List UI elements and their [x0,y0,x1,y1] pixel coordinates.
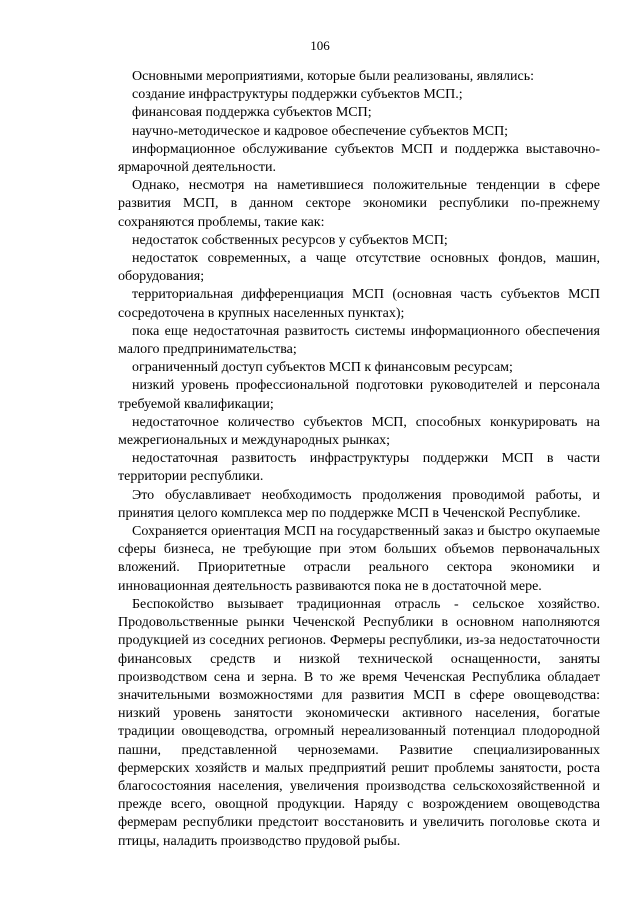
list-item: низкий уровень профессиональной подготовки руководителей и персонала требуемой квалификации; [118,378,600,412]
paragraph: Беспокойство вызывает традиционная отрасль - сельское хозяйство. Продовольственные рынки Чеченской Республики в основном наполняются продукцией из соседних регионов. Фермеры республики, из-за недостаточности финансовых средств и низкой технической оснащенности, заняты производством сена и зерна. В то же время Чеченская Республика обладает значительными возможностями для развития МСП в сфере овощеводства: низкий уровень занятости экономически активного населения, богатые традиции овощеводства, огромный нереализованный потенциал плодородной пашни, представленной черноземами. Развитие специализированных фермерских хозяйств и малых предприятий решит проблемы занятости, роста благосостояния населения, увеличения производства сельскохозяйственной и прежде всего, овощной продукции. Наряду с возрождением овощеводства фермерам республики предстоит восстановить и увеличить поголовье скота и птицы, наладить производство прудовой рыбы. [118,596,600,849]
list-item: научно-методическое и кадровое обеспечение субъектов МСП; [132,123,509,139]
paragraph: Сохраняется ориентация МСП на государственный заказ и быстро окупаемые сферы бизнеса, не требующие при этом больших объемов первоначальных вложений. Приоритетные отрасли реального сектора экономики и инновационная деятельность развиваются пока не в достаточной мере. [118,524,600,594]
list-item: недостаточное количество субъектов МСП, способных конкурировать на межрегиональных и международных рынках; [118,414,600,449]
list-item: финансовая поддержка субъектов МСП; [132,105,372,121]
list-item: пока еще недостаточная развитость системы информационного обеспечения малого предпринимательства; [118,323,600,358]
page-number: 106 [310,38,330,53]
list-item: информационное обслуживание субъектов МСП и поддержка выставочно-ярмарочной деятельности. [118,141,600,176]
page-body [118,68,600,851]
paragraph: Это обуславливает необходимость продолжения проводимой работы, и принятия целого комплекса мер по поддержке МСП в Чеченской Республике. [118,487,600,521]
list-item: территориальная дифференциация МСП (основная часть субъектов МСП сосредоточена в крупных населенных пунктах); [118,287,600,321]
paragraph: Основными мероприятиями, которые были реализованы, являлись: [132,69,534,84]
list-item: недостаток современных, а чаще отсутствие основных фондов, машин, оборудования; [118,251,600,285]
list-item: недостаточная развитость инфраструктуры поддержки МСП в части территории республики. [118,451,600,485]
list-item: создание инфраструктуры поддержки субъектов МСП.; [132,87,463,103]
paragraph: Однако, несмотря на наметившиеся положительные тенденции в сфере развития МСП, в данном секторе экономики республики по-прежнему сохраняются проблемы, такие как: [118,178,600,230]
list-item: недостаток собственных ресурсов у субъектов МСП; [132,232,448,248]
list-item: ограниченный доступ субъектов МСП к финансовым ресурсам; [132,360,513,376]
